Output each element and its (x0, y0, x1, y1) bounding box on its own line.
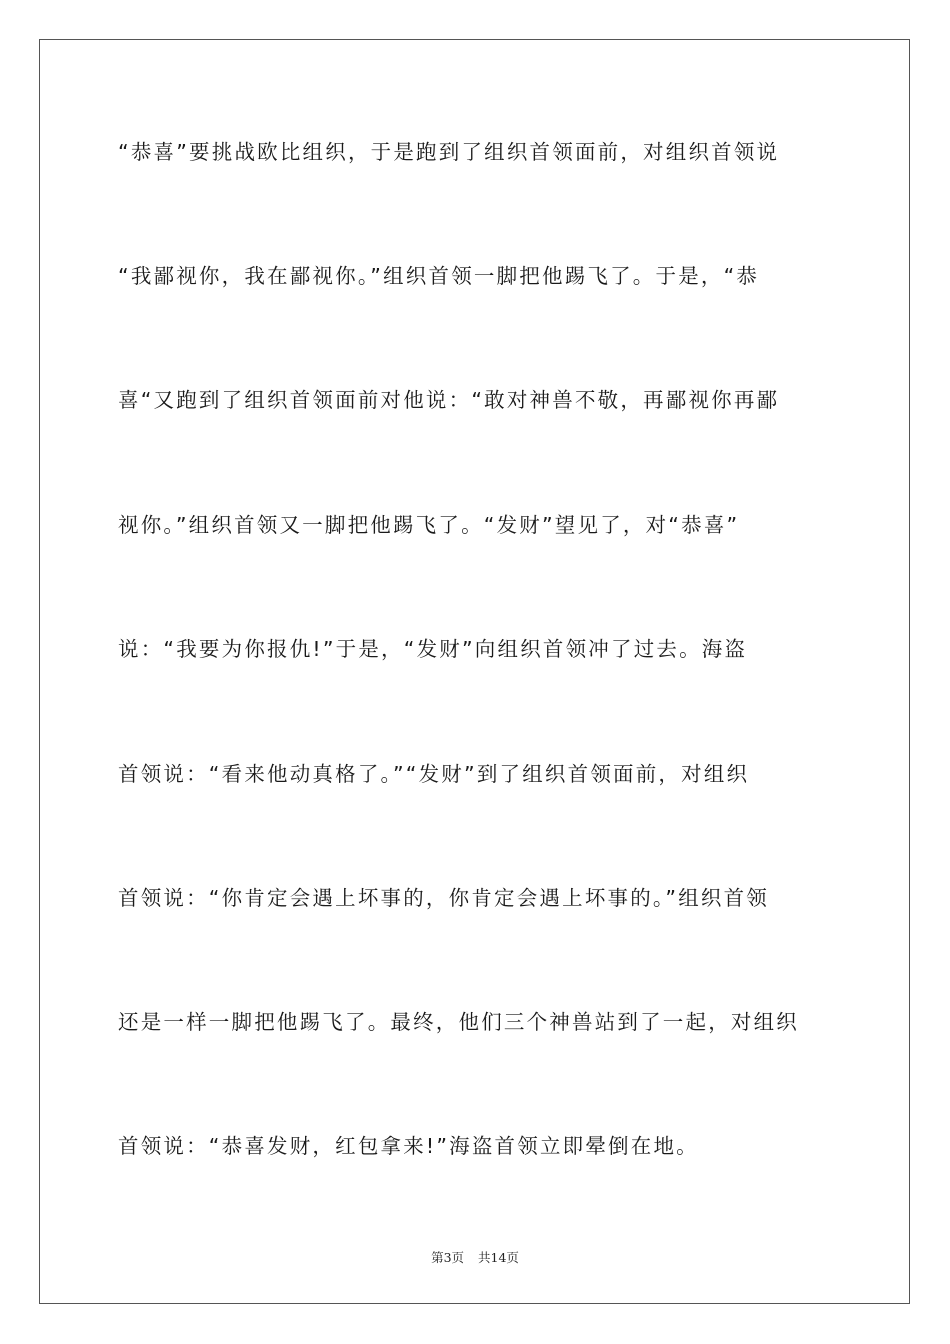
text-line: 喜“又跑到了组织首领面前对他说：“敢对神兽不敬，再鄙视你再鄙 (118, 388, 780, 412)
text-line: 首领说：“看来他动真格了。”“发财”到了组织首领面前，对组织 (118, 762, 750, 786)
text-line: 还是一样一脚把他踢飞了。最终，他们三个神兽站到了一起，对组织 (118, 1010, 799, 1034)
page-number: 第3页 (431, 1250, 465, 1265)
text-line: “我鄙视你，我在鄙视你。”组织首领一脚把他踢飞了。于是，“恭 (118, 264, 760, 288)
page-border (39, 39, 910, 1304)
page-footer (0, 1248, 950, 1266)
text-line: 首领说：“你肯定会遇上坏事的，你肯定会遇上坏事的。”组织首领 (118, 886, 769, 910)
text-line: 说：“我要为你报仇!”于是，“发财”向组织首领冲了过去。海盗 (118, 637, 748, 661)
text-line: 首领说：“恭喜发财，红包拿来!”海盗首领立即晕倒在地。 (118, 1134, 699, 1158)
text-line: “恭喜”要挑战欧比组织，于是跑到了组织首领面前，对组织首领说 (118, 140, 780, 164)
page-total: 共14页 (478, 1250, 519, 1265)
text-line: 视你。”组织首领又一脚把他踢飞了。“发财”望见了，对“恭喜” (118, 513, 740, 537)
